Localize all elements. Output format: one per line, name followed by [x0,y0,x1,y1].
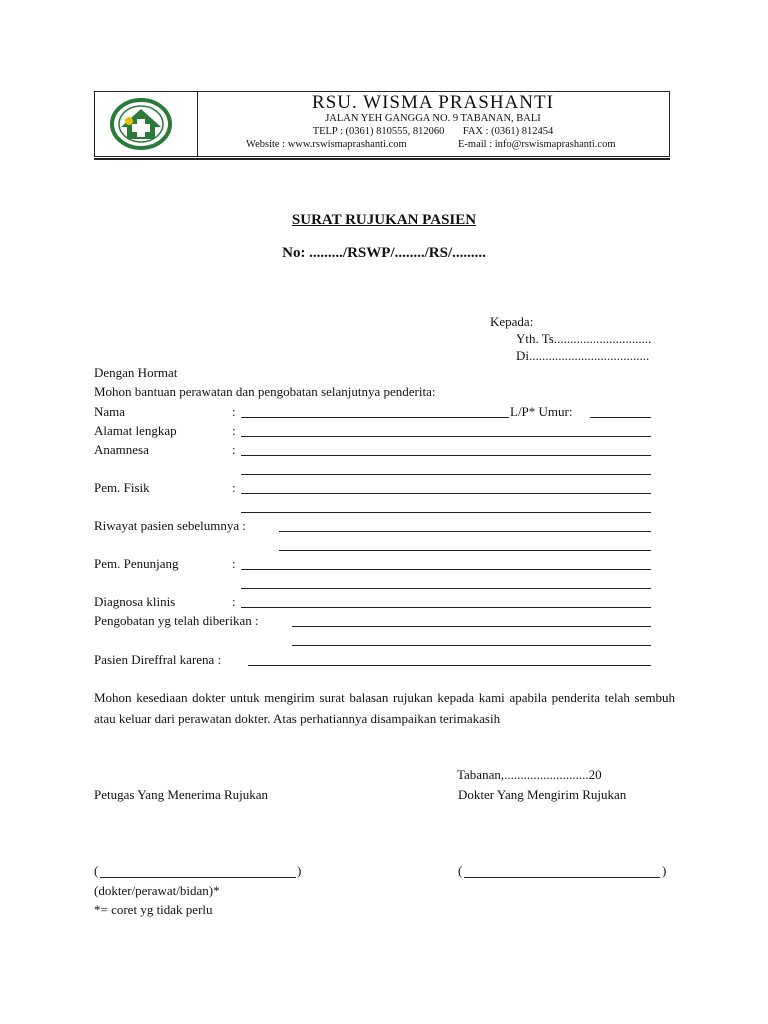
field-colon: : [232,442,236,457]
field-label-pem-fisik: Pem. Fisik [94,480,150,495]
footnote: *= coret yg tidak perlu [94,902,213,917]
hospital-website: Website : www.rswismaprashanti.com [246,139,407,150]
pengobatan-line-2[interactable] [292,645,651,646]
field-colon: : [232,594,236,609]
diagnosa-line[interactable] [241,607,651,608]
document-title: SURAT RUJUKAN PASIEN [291,212,477,228]
nama-line[interactable] [241,417,509,418]
field-label-alamat: Alamat lengkap [94,423,177,438]
field-colon: : [232,556,236,571]
anamnesa-line-1[interactable] [241,455,651,456]
field-colon: : [232,404,236,419]
direferral-line[interactable] [248,665,651,666]
anamnesa-line-2[interactable] [241,474,651,475]
sender-signature-line[interactable] [464,877,660,878]
field-colon: : [232,423,236,438]
document-number: No: ........./RSWP/......../RS/......... [282,245,486,261]
penunjang-line-2[interactable] [241,588,651,589]
alamat-line[interactable] [241,436,651,437]
pem-fisik-line-2[interactable] [241,512,651,513]
hospital-name: RSU. WISMA PRASHANTI [312,92,554,113]
hospital-address: JALAN YEH GANGGA NO. 9 TABANAN, BALI [325,113,541,124]
greeting: Dengan Hormat [94,365,178,380]
hospital-email: E-mail : info@rswismaprashanti.com [458,139,616,150]
closing-paragraph: Mohon kesediaan dokter untuk mengirim surat balasan rujukan kepada kami apabila penderita telah sembuh atau keluar dari perawatan dokter. Atas perhatiannya disampaikan terimakasih [94,690,675,726]
recipient-kepada: Kepada: [490,314,534,329]
receiver-label: Petugas Yang Menerima Rujukan [94,787,269,802]
pem-fisik-line-1[interactable] [241,493,651,494]
recipient-yth: Yth. Ts.............................. [516,331,652,346]
sender-open-paren: ( [458,863,463,878]
receiver-role: (dokter/perawat/bidan)* [94,883,220,898]
recipient-di: Di..................................... [516,348,650,363]
field-label-anamnesa: Anamnesa [94,442,149,457]
field-colon: : [232,480,236,495]
letterhead-rule [94,158,670,160]
penunjang-line-1[interactable] [241,569,651,570]
sender-close-paren: ) [662,863,667,878]
intro-text: Mohon bantuan perawatan dan pengobatan selanjutnya penderita: [94,384,436,399]
riwayat-line-1[interactable] [279,531,651,532]
field-label-direferral: Pasien Direffral karena : [94,652,222,667]
hospital-phone-fax: TELP : (0361) 810555, 812060 FAX : (0361) 812454 [312,126,554,137]
field-label-penunjang: Pem. Penunjang [94,556,179,571]
field-label-nama: Nama [94,404,126,419]
riwayat-line-2[interactable] [279,550,651,551]
field-label-lp-umur: L/P* Umur: [510,404,573,419]
receiver-close-paren: ) [297,863,302,878]
sender-label: Dokter Yang Mengirim Rujukan [458,787,627,802]
receiver-signature-line[interactable] [100,877,296,878]
pengobatan-line-1[interactable] [292,626,651,627]
field-label-riwayat: Riwayat pasien sebelumnya : [94,518,246,533]
place-date: Tabanan,..........................20 [457,767,602,782]
field-label-diagnosa: Diagnosa klinis [94,594,176,609]
field-label-pengobatan: Pengobatan yg telah diberikan : [94,613,259,628]
hospital-logo [109,97,173,151]
umur-line[interactable] [590,417,651,418]
receiver-open-paren: ( [94,863,99,878]
